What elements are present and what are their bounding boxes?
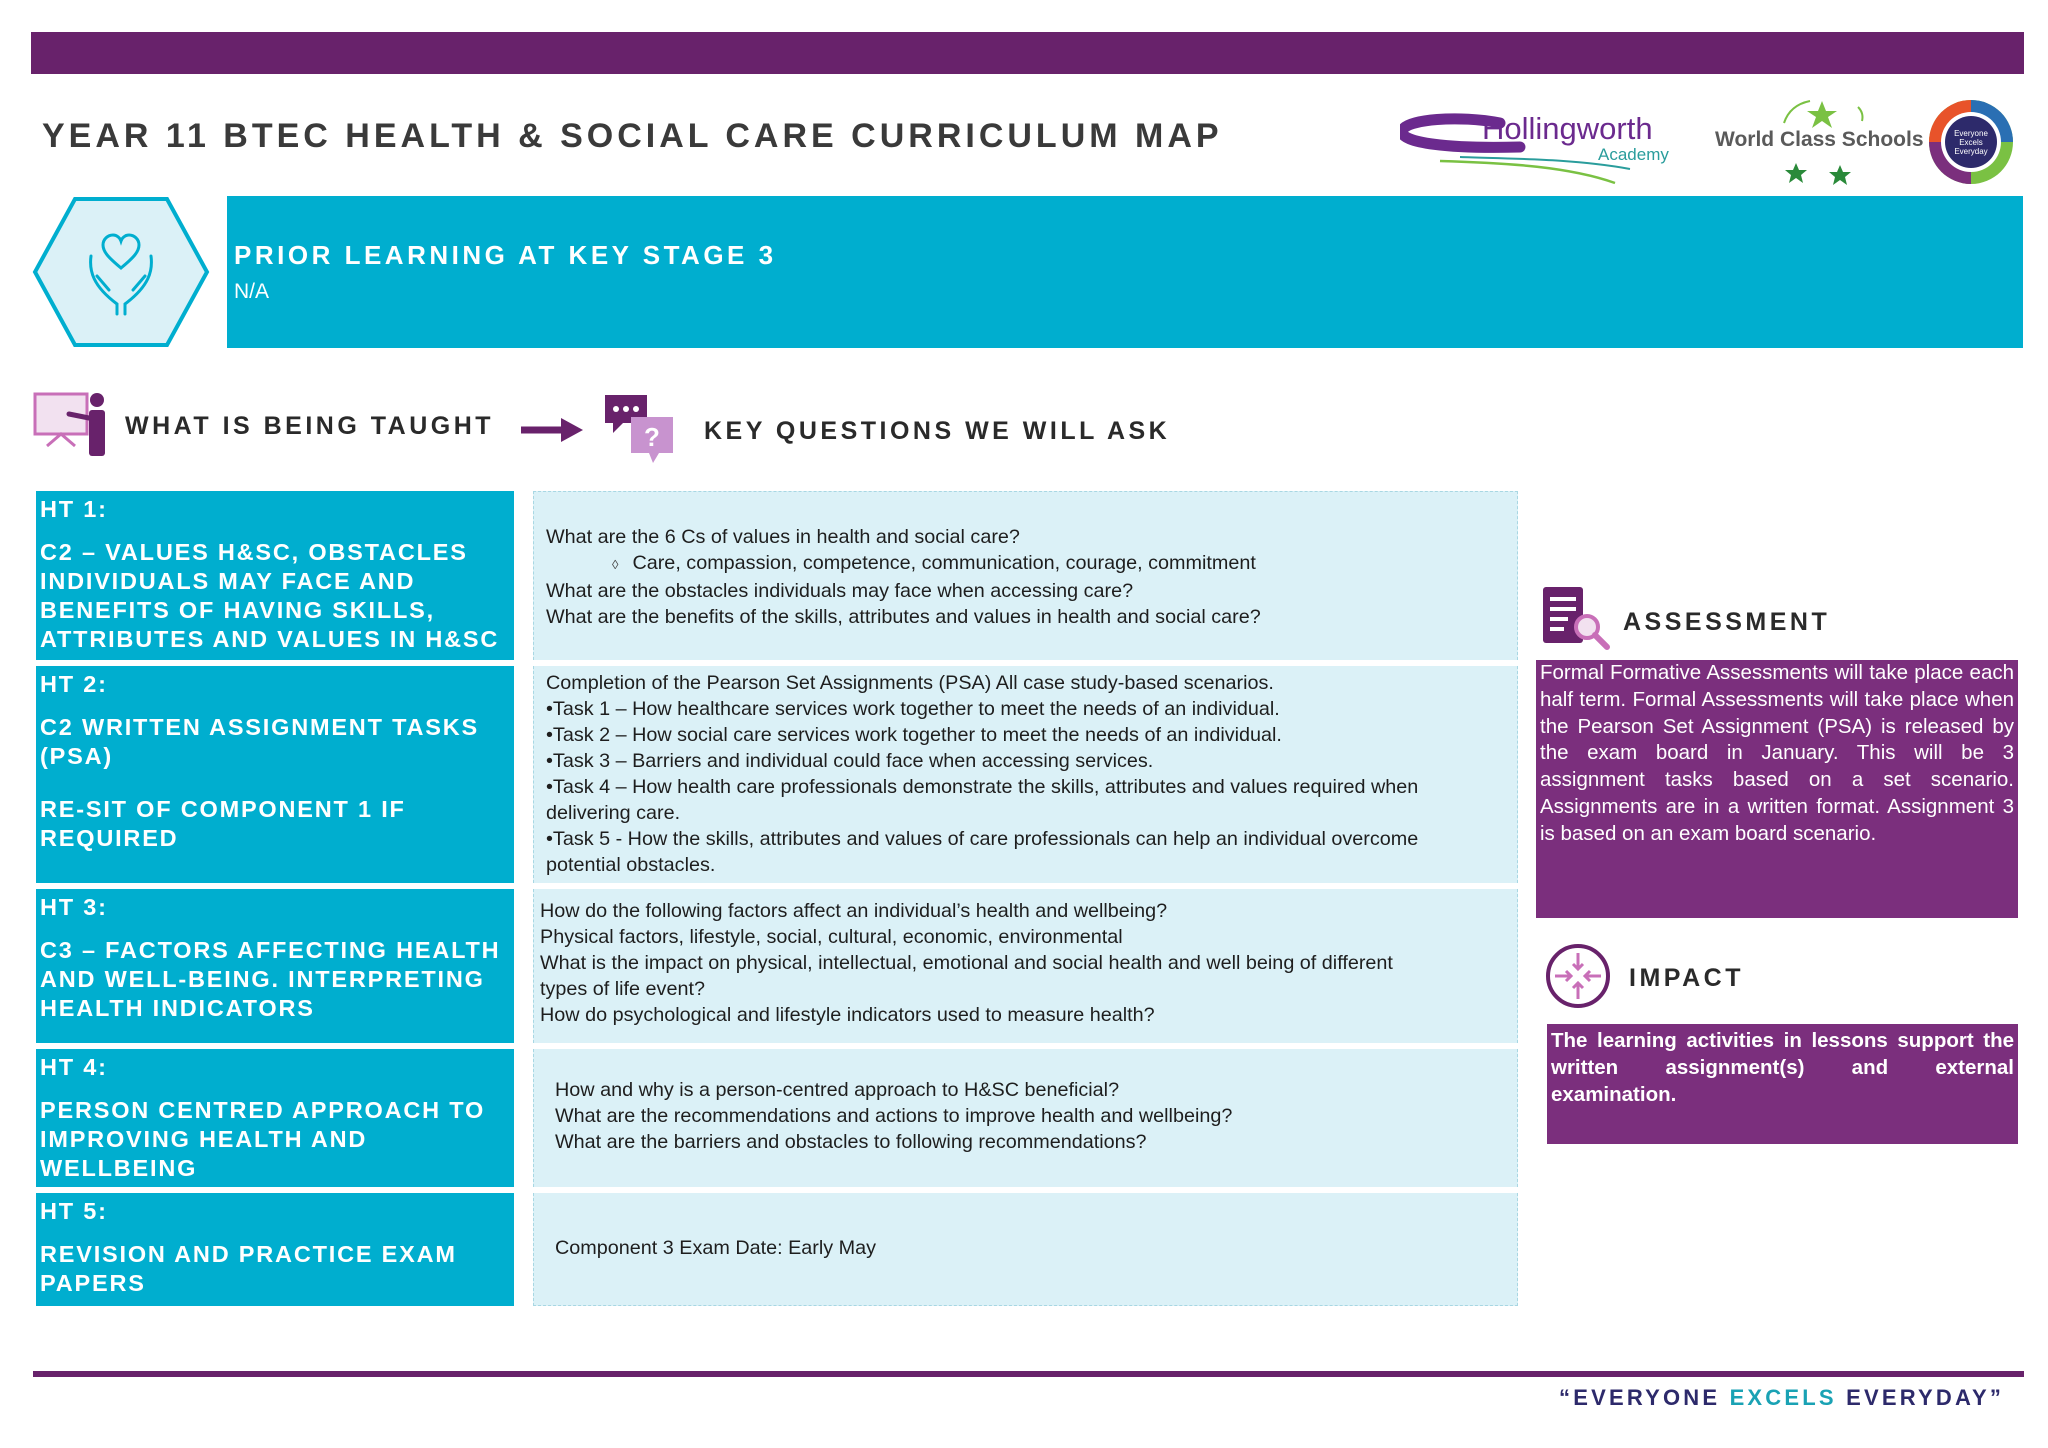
svg-text:?: ? [644, 422, 660, 452]
ht1-topic-line: BENEFITS OF HAVING SKILLS, [40, 597, 435, 623]
ht1-topic-cell [36, 491, 514, 660]
page-title: YEAR 11 BTEC HEALTH & SOCIAL CARE CURRICULUM MAP [42, 117, 1223, 155]
question-subline [546, 550, 1261, 578]
teacher-board-icon [33, 390, 109, 458]
assessment-box: Formal Formative Assessments will take place each half term. Formal Assessments will take place when the Pearson Set Assignment (PSA) is released by the exam board in January. This will be 3 assignment tasks based on a set scenario. Assignments are in a written format. Assignment 3 is based on an exam board scenario. [1536, 660, 2018, 918]
question-line: delivering care. [546, 802, 681, 824]
ht4-topic-line: IMPROVING HEALTH AND [40, 1126, 368, 1152]
question-line: What are the obstacles individuals may face when accessing care? [546, 580, 1134, 602]
prior-learning-banner [227, 196, 2023, 348]
prior-learning-value: N/A [234, 280, 270, 303]
ht4-questions [555, 1077, 1232, 1155]
question-line: •Task 1 – How healthcare services work together to meet the needs of an individual. [546, 698, 1280, 720]
footer-line [33, 1371, 2024, 1377]
chat-question-icon [603, 393, 677, 465]
badge-word-3: Everyday [1954, 147, 1988, 156]
ht2-questions [546, 670, 1418, 878]
question-line: potential obstacles. [546, 854, 716, 876]
question-line: How do psychological and lifestyle indicators used to measure health? [540, 1004, 1155, 1026]
world-class-schools-logo [1712, 95, 1922, 187]
ht1-questions-panel [533, 491, 1518, 660]
ht1-questions [546, 524, 1261, 630]
ht1-topic-line: INDIVIDUALS MAY FACE AND [40, 568, 416, 594]
question-line: What are the barriers and obstacles to following recommendations? [555, 1131, 1147, 1153]
everyone-excels-badge [1927, 98, 2015, 186]
motto-part-3: EVERYDAY” [1836, 1385, 2005, 1410]
impact-heading: IMPACT [1629, 964, 1744, 992]
ht5-topic-line: PAPERS [40, 1270, 146, 1296]
prior-learning-title: PRIOR LEARNING AT KEY STAGE 3 [234, 240, 777, 270]
question-line: •Task 3 – Barriers and individual could face when accessing services. [546, 750, 1154, 772]
ht1-topic-line: C2 – VALUES H&SC, OBSTACLES [40, 539, 468, 565]
ht2-topic-line: C2 WRITTEN ASSIGNMENT TASKS [40, 714, 479, 740]
ht2-topic-line: REQUIRED [40, 825, 179, 851]
ht3-topic-line: AND WELL-BEING. INTERPRETING [40, 966, 485, 992]
question-line: •Task 4 – How health care professionals demonstrate the skills, attributes and values required when [546, 776, 1419, 798]
world-class-schools-text: World Class Schools [1715, 128, 1924, 151]
question-line: Completion of the Pearson Set Assignments (PSA) All case study-based scenarios. [546, 672, 1274, 694]
arrows-converge-icon [1545, 943, 1611, 1009]
questions-heading: KEY QUESTIONS WE WILL ASK [704, 417, 1171, 445]
ht2-label: HT 2: [40, 671, 108, 697]
motto-part-2: EXCELS [1729, 1385, 1837, 1410]
question-line: types of life event? [540, 978, 705, 1000]
ht4-topic-cell [36, 1049, 514, 1187]
question-line: Physical factors, lifestyle, social, cultural, economic, environmental [540, 926, 1123, 948]
question-line: Component 3 Exam Date: Early May [555, 1237, 877, 1259]
ht3-questions-panel [533, 889, 1518, 1043]
ht3-topic-line: HEALTH INDICATORS [40, 995, 315, 1021]
top-bar [31, 32, 2024, 74]
ht4-label: HT 4: [40, 1054, 108, 1080]
ht5-topic-line: REVISION AND PRACTICE EXAM [40, 1241, 457, 1267]
question-line: •Task 2 – How social care services work together to meet the needs of an individual. [546, 724, 1282, 746]
ht1-topic-line: ATTRIBUTES AND VALUES IN H&SC [40, 626, 500, 652]
question-line: •Task 5 - How the skills, attributes and values of care professionals can help an individual overcome [546, 828, 1419, 850]
assessment-heading: ASSESSMENT [1623, 608, 1831, 636]
heart-hands-icon [31, 196, 211, 348]
ht3-topic-cell [36, 889, 514, 1043]
ht4-topic-line: WELLBEING [40, 1155, 198, 1181]
diamond-bullet-icon: ◊ [612, 557, 619, 572]
right-arrow-icon [519, 414, 587, 446]
question-subline-text: Care, compassion, competence, communication, courage, commitment [632, 552, 1256, 574]
ht2-topic-cell [36, 666, 514, 883]
ht5-questions [555, 1235, 876, 1261]
question-line: What are the recommendations and actions to improve health and wellbeing? [555, 1105, 1233, 1127]
badge-word-2: Excels [1959, 138, 1983, 147]
ht2-questions-panel [533, 666, 1518, 883]
ht5-label: HT 5: [40, 1198, 108, 1224]
hollingworth-logo [1400, 105, 1700, 185]
ht3-topic-line: C3 – FACTORS AFFECTING HEALTH [40, 937, 501, 963]
hollingworth-wordmark: Hollingworth [1482, 111, 1653, 146]
question-line: What are the benefits of the skills, attributes and values in health and social care? [546, 606, 1261, 628]
question-line: What are the 6 Cs of values in health and social care? [546, 526, 1020, 548]
question-line: What is the impact on physical, intellectual, emotional and social health and well being of different [540, 952, 1393, 974]
ht2-topic-line: (PSA) [40, 743, 113, 769]
ht4-topic-line: PERSON CENTRED APPROACH TO [40, 1097, 486, 1123]
ht2-topic-line: RE-SIT OF COMPONENT 1 IF [40, 796, 406, 822]
document-search-icon [1541, 585, 1611, 651]
motto [1559, 1385, 2004, 1411]
impact-box: The learning activities in lessons support the written assignment(s) and external examination. [1547, 1024, 2018, 1144]
ht4-questions-panel [533, 1049, 1518, 1187]
academy-wordmark: Academy [1598, 145, 1669, 164]
question-line: How and why is a person-centred approach to H&SC beneficial? [555, 1079, 1120, 1101]
ht5-topic-cell [36, 1193, 514, 1306]
ht3-questions [540, 898, 1393, 1028]
ht3-label: HT 3: [40, 894, 108, 920]
ht1-label: HT 1: [40, 496, 108, 522]
ht5-questions-panel [533, 1193, 1518, 1306]
question-line: How do the following factors affect an individual’s health and wellbeing? [540, 900, 1168, 922]
taught-heading: WHAT IS BEING TAUGHT [125, 412, 495, 440]
badge-word-1: Everyone [1954, 129, 1988, 138]
badge-ring-icon [1927, 98, 2015, 186]
motto-part-1: “EVERYONE [1559, 1385, 1730, 1410]
